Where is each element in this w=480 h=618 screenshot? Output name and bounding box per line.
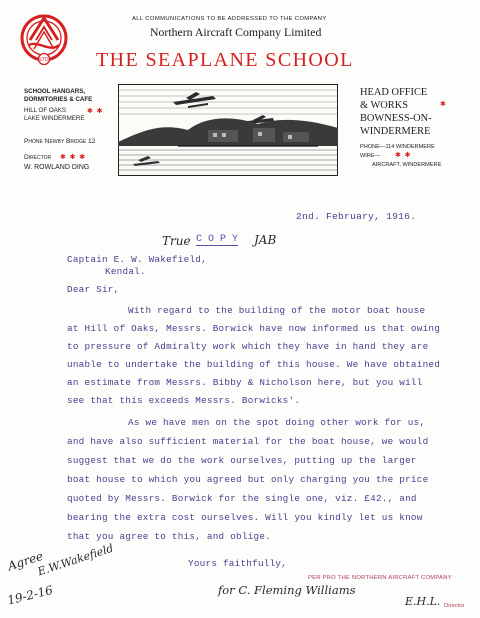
body-line: bearing the extra cost ourselves. Will you kindly let us know — [67, 512, 423, 523]
signature: for C. Fleming Williams — [218, 583, 356, 597]
left-address-line1: SCHOOL HANGARS, — [24, 88, 86, 95]
star-ornament-wire: ✱ ✱ — [395, 151, 412, 159]
recipient-name: Captain E. W. Wakefield, — [67, 254, 207, 265]
head-office-line1: HEAD OFFICE — [360, 87, 428, 98]
stamp-initials: E.H.L. — [405, 595, 441, 608]
star-ornament-left: ✱ ✱ — [87, 107, 104, 115]
head-office-line2: & WORKS — [360, 100, 409, 111]
body-line: quoted by Messrs. Borwick for the single one, viz. £42., and — [67, 493, 417, 504]
head-office-wire-label: WIRE— — [360, 153, 381, 159]
copy-label: C O P Y — [196, 234, 239, 245]
left-address-line3: HILL OF OAKS — [24, 107, 67, 114]
body-line: an estimate from Messrs. Bibby & Nicholson here, but you will — [67, 377, 423, 388]
letter-date: 2nd. February, 1916. — [296, 211, 417, 222]
left-phone: Phone Newby Bridge 12 — [24, 138, 96, 145]
recipient-town: Kendal. — [105, 266, 146, 277]
head-office-line4: WINDERMERE — [360, 126, 431, 137]
left-address-line4: LAKE WINDERMERE — [24, 115, 85, 122]
margin-note-agree: Agree — [6, 548, 45, 574]
body-line: unable to undertake the building of this house. We have obtained — [67, 359, 441, 370]
director-stamp: Director — [444, 603, 465, 609]
head-office-wire-address: AIRCRAFT, WINDERMERE — [372, 162, 442, 168]
head-office-line3: BOWNESS-ON- — [360, 113, 432, 124]
salutation: Dear Sir, — [67, 284, 120, 295]
director-name: W. ROWLAND DING — [24, 164, 90, 171]
body-line: see that this exceeds Messrs. Borwicks'. — [67, 395, 301, 406]
body-line: With regard to the building of the motor boat house — [128, 305, 426, 316]
true-note: True — [162, 234, 191, 248]
school-title: THE SEAPLANE SCHOOL — [96, 49, 354, 71]
head-office-phone: PHONE—114 WINDERMERE — [360, 144, 435, 150]
body-line: and have also sufficient material for the boat house, we would — [67, 436, 429, 447]
margin-note-date: 19-2-16 — [6, 582, 55, 608]
svg-text:LTD: LTD — [39, 57, 49, 63]
initials-note: JAB — [254, 233, 277, 247]
body-line: that you agree to this, and oblige. — [67, 531, 272, 542]
body-line: As we have men on the spot doing other work for us, — [128, 417, 426, 428]
company-name: Northern Aircraft Company Limited — [150, 25, 322, 39]
director-label: Director — [24, 154, 52, 161]
margin-note-name: E.W.Wakefield — [36, 541, 116, 579]
star-ornament-right: ✱ — [440, 100, 447, 108]
seaplane-illustration — [118, 84, 338, 176]
company-stamp: PER PRO THE NORTHERN AIRCRAFT COMPANY — [308, 575, 452, 581]
star-ornament-director: ✱ ✱ ✱ — [60, 153, 87, 161]
body-line: at Hill of Oaks, Messrs. Borwick have now informed us that owing — [67, 323, 441, 334]
closing: Yours faithfully, — [188, 558, 288, 569]
address-note: ALL COMMUNICATIONS TO BE ADDRESSED TO THE COMPANY — [132, 16, 327, 22]
company-logo — [20, 10, 68, 70]
body-line: to pressure of Admiralty work which they have in hand they are — [67, 341, 429, 352]
body-line: suggest that we do the work ourselves, putting up the larger — [67, 455, 417, 466]
body-line: boat house to which you agreed but only charging you the price — [67, 474, 429, 485]
left-address-line2: DORMITORIES & CAFE — [24, 96, 93, 103]
